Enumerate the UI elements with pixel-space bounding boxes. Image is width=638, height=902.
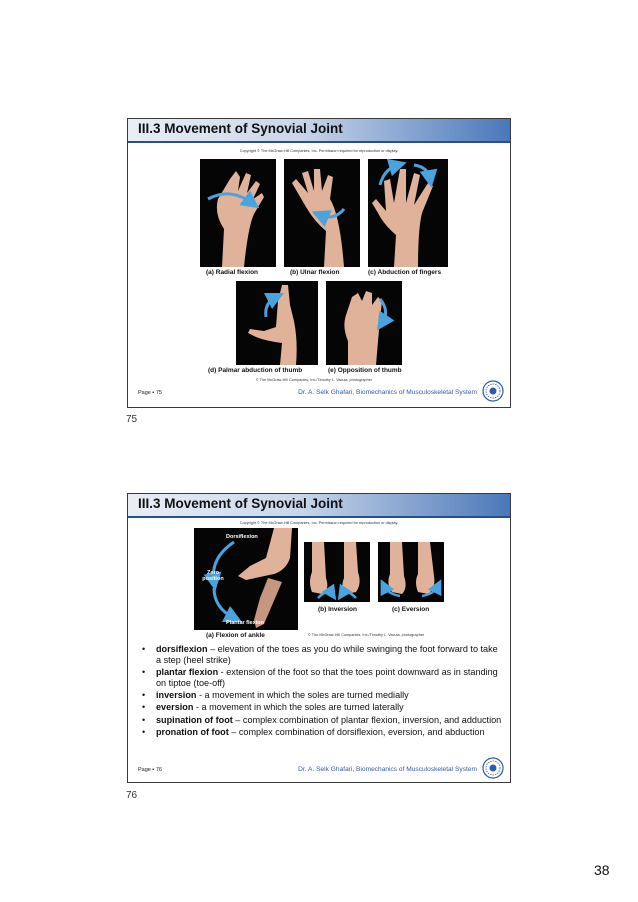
slide-number: 76 — [126, 790, 138, 801]
hand-illustration — [326, 281, 402, 365]
copyright-notice: Copyright © The McGraw-Hill Companies, Inc. Permission required for reproduction or display. — [239, 149, 399, 153]
caption-c: (c) Abduction of fingers — [368, 269, 442, 276]
label-zero-position: Zero position — [202, 570, 224, 582]
photo-ulnar-flexion — [284, 159, 360, 267]
list-item: • plantar flexion - extension of the foot so that the toes point downward as in standing on tiptoe (toe-off) — [142, 667, 504, 688]
feet-illustration — [304, 542, 370, 602]
photo-credit: © The McGraw-Hill Companies, Inc./Timothy L. Vacula, photographer — [255, 378, 373, 382]
document-page-number: 38 — [594, 862, 610, 878]
photo-abduction-of-fingers — [368, 159, 448, 267]
list-item: • supination of foot – complex combination of plantar flexion, inversion, and adduction — [142, 715, 504, 726]
caption-b: (b) Inversion — [318, 606, 358, 613]
feet-illustration — [378, 542, 444, 602]
list-item: • pronation of foot – complex combination of dorsiflexion, eversion, and abduction — [142, 727, 504, 738]
photo-radial-flexion — [200, 159, 276, 267]
slide-title: III.3 Movement of Synovial Joint — [138, 121, 343, 136]
photo-palmar-abduction-thumb — [236, 281, 318, 365]
hand-illustration — [368, 159, 448, 267]
list-item: • dorsiflexion – elevation of the toes as you do while swinging the foot forward to take a step (heel strike) — [142, 644, 504, 665]
copyright-notice: Copyright © The McGraw-Hill Companies, Inc. Permission required for reproduction or display. — [239, 521, 399, 525]
label-dorsiflexion: Dorsiflexion — [226, 534, 258, 540]
list-item: • inversion - a movement in which the soles are turned medially — [142, 690, 504, 701]
title-bar — [128, 494, 510, 518]
title-bar — [128, 119, 510, 143]
hand-illustration — [284, 159, 360, 267]
photo-opposition-thumb — [326, 281, 402, 365]
caption-a: (a) Radial flexion — [206, 269, 259, 276]
university-seal-icon — [482, 380, 504, 402]
bullet-list — [142, 644, 504, 740]
photo-eversion — [378, 542, 444, 602]
page-label: Page ▪ 75 — [138, 390, 162, 396]
caption-d: (d) Palmar abduction of thumb — [208, 367, 303, 374]
caption-a: (a) Flexion of ankle — [206, 632, 265, 639]
university-seal-icon — [482, 757, 504, 779]
author-footer: Dr. A. Selk Ghafari, Biomechanics of Musculoskeletal System — [298, 766, 477, 773]
photo-credit: © The McGraw-Hill Companies, Inc./Timothy L. Vacula, photographer — [308, 633, 425, 637]
caption-e: (e) Opposition of thumb — [328, 367, 402, 374]
slide-75 — [127, 118, 511, 408]
hand-illustration — [236, 281, 318, 365]
page-label: Page ▪ 76 — [138, 767, 162, 773]
photo-flexion-of-ankle — [194, 528, 298, 630]
slide-number: 75 — [126, 414, 138, 425]
label-plantar-flexion: Plantar flexion — [226, 620, 264, 626]
author-footer: Dr. A. Selk Ghafari, Biomechanics of Musculoskeletal System — [298, 389, 477, 396]
caption-b: (b) Ulnar flexion — [290, 269, 340, 276]
photo-inversion — [304, 542, 370, 602]
slide-76 — [127, 493, 511, 783]
list-item: • eversion - a movement in which the soles are turned laterally — [142, 702, 504, 713]
slide-title: III.3 Movement of Synovial Joint — [138, 496, 343, 511]
hand-illustration — [200, 159, 276, 267]
caption-c: (c) Eversion — [392, 606, 430, 613]
